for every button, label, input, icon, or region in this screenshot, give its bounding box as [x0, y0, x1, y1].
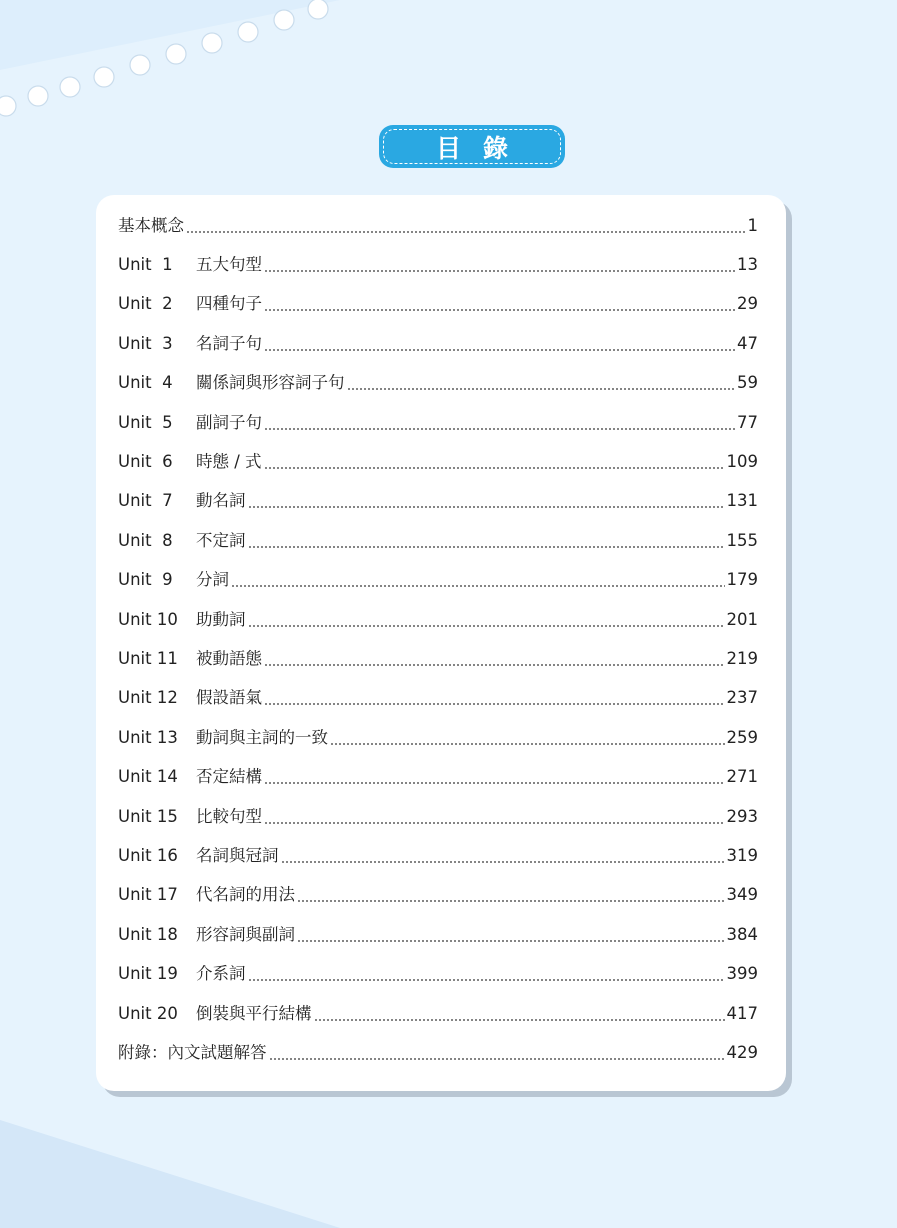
- toc-title-badge: [379, 125, 565, 168]
- toc-entry[interactable]: [118, 1033, 758, 1072]
- toc-entry-unit: Unit 2: [118, 294, 173, 314]
- toc-entry[interactable]: [118, 797, 758, 836]
- toc-entry-page-number: 237: [726, 688, 758, 708]
- toc-entry[interactable]: [118, 364, 758, 403]
- toc-entry-unit: Unit 11: [118, 648, 178, 668]
- toc-entry-title: 被動語態: [196, 648, 262, 668]
- toc-entry-leader-dots: [264, 413, 735, 433]
- toc-entry-page-number: 417: [726, 1003, 758, 1023]
- toc-entry-page-number: 29: [737, 294, 758, 314]
- toc-entry-unit: Unit 4: [118, 373, 173, 393]
- toc-entry[interactable]: [118, 679, 758, 718]
- toc-entry-title: 基本概念: [118, 215, 184, 235]
- toc-entry-title: 助動詞: [196, 609, 246, 629]
- toc-entry-title: 四種句子: [196, 294, 262, 314]
- toc-entry-title: 名詞與冠詞: [196, 845, 279, 865]
- toc-entry-title: 分詞: [196, 570, 229, 590]
- toc-entry[interactable]: [118, 324, 758, 363]
- toc-entry-unit: Unit 6: [118, 452, 173, 472]
- page-title: 目錄: [435, 133, 530, 163]
- toc-entry[interactable]: [118, 836, 758, 875]
- toc-entry-leader-dots: [186, 216, 746, 236]
- toc-entry-title: 形容詞與副詞: [196, 924, 295, 944]
- toc-entry-page-number: 399: [726, 964, 758, 984]
- toc-entry-title: 五大句型: [196, 255, 262, 275]
- toc-entry[interactable]: [118, 757, 758, 796]
- toc-entry[interactable]: [118, 285, 758, 324]
- toc-entry-page-number: 319: [726, 845, 758, 865]
- toc-entry-leader-dots: [297, 885, 725, 905]
- toc-entry-title: 副詞子句: [196, 412, 262, 432]
- toc-entry-leader-dots: [248, 491, 725, 511]
- toc-entry[interactable]: [118, 876, 758, 915]
- toc-entry-title: 附錄：內文試題解答: [118, 1042, 267, 1062]
- toc-entry-title: 否定結構: [196, 767, 262, 787]
- toc-entry-page-number: 219: [726, 648, 758, 668]
- toc-entry[interactable]: [118, 639, 758, 678]
- toc-entry-leader-dots: [264, 807, 725, 827]
- toc-entry-unit: Unit 3: [118, 333, 173, 353]
- toc-entry-page-number: 13: [737, 255, 758, 275]
- toc-entry-leader-dots: [248, 964, 725, 984]
- toc-entry-page-number: 384: [726, 924, 758, 944]
- toc-entry-title: 動名詞: [196, 491, 246, 511]
- toc-entry-page-number: 259: [726, 727, 758, 747]
- toc-entry-page-number: 429: [726, 1042, 758, 1062]
- toc-entry[interactable]: [118, 561, 758, 600]
- toc-card: [96, 195, 786, 1091]
- toc-entry-unit: Unit 19: [118, 964, 178, 984]
- toc-entry-unit: Unit 13: [118, 727, 178, 747]
- toc-entry-leader-dots: [264, 255, 735, 275]
- toc-entry[interactable]: [118, 442, 758, 481]
- toc-entry-title: 不定詞: [196, 530, 246, 550]
- toc-entry-page-number: 201: [726, 609, 758, 629]
- toc-entry[interactable]: [118, 915, 758, 954]
- toc-entry-leader-dots: [264, 767, 725, 787]
- toc-entry-unit: Unit 18: [118, 924, 178, 944]
- toc-list: [118, 206, 758, 1073]
- toc-entry[interactable]: [118, 403, 758, 442]
- toc-entry-title: 介系詞: [196, 964, 246, 984]
- toc-entry[interactable]: [118, 718, 758, 757]
- toc-entry-leader-dots: [264, 294, 735, 314]
- toc-entry[interactable]: [118, 600, 758, 639]
- toc-entry[interactable]: [118, 521, 758, 560]
- toc-entry-page-number: 47: [737, 333, 758, 353]
- toc-entry-page-number: 349: [726, 885, 758, 905]
- toc-entry-unit: Unit 5: [118, 412, 173, 432]
- toc-entry-title: 倒裝與平行結構: [196, 1003, 312, 1023]
- toc-entry-page-number: 271: [726, 767, 758, 787]
- toc-entry-unit: Unit 7: [118, 491, 173, 511]
- toc-entry-leader-dots: [264, 649, 725, 669]
- toc-entry-page-number: 1: [747, 215, 758, 235]
- toc-entry-leader-dots: [264, 688, 725, 708]
- toc-entry-unit: Unit 1: [118, 255, 173, 275]
- toc-entry-page-number: 179: [726, 570, 758, 590]
- toc-entry-leader-dots: [264, 452, 725, 472]
- toc-entry-title: 關係詞與形容詞子句: [196, 373, 345, 393]
- toc-entry-title: 比較句型: [196, 806, 262, 826]
- toc-entry-unit: Unit 8: [118, 530, 173, 550]
- toc-entry-unit: Unit 17: [118, 885, 178, 905]
- toc-entry-leader-dots: [347, 373, 736, 393]
- toc-entry-title: 假設語氣: [196, 688, 262, 708]
- toc-entry-page-number: 131: [726, 491, 758, 511]
- toc-entry-page-number: 155: [726, 530, 758, 550]
- toc-entry-title: 名詞子句: [196, 333, 262, 353]
- toc-entry-page-number: 293: [726, 806, 758, 826]
- toc-entry-unit: Unit 9: [118, 570, 173, 590]
- toc-entry[interactable]: [118, 482, 758, 521]
- toc-entry[interactable]: [118, 206, 758, 245]
- toc-entry-title: 代名詞的用法: [196, 885, 295, 905]
- toc-entry-unit: Unit 10: [118, 609, 178, 629]
- toc-entry-leader-dots: [264, 334, 735, 354]
- toc-entry-page-number: 77: [737, 412, 758, 432]
- toc-entry-unit: Unit 12: [118, 688, 178, 708]
- toc-entry-leader-dots: [248, 531, 725, 551]
- toc-entry-unit: Unit 20: [118, 1003, 178, 1023]
- toc-entry-page-number: 59: [737, 373, 758, 393]
- toc-entry-leader-dots: [231, 570, 725, 590]
- toc-entry-unit: Unit 16: [118, 845, 178, 865]
- toc-entry[interactable]: [118, 954, 758, 993]
- toc-entry-leader-dots: [314, 1004, 725, 1024]
- toc-entry-title: 時態 / 式: [196, 452, 262, 472]
- toc-entry-unit: Unit 15: [118, 806, 178, 826]
- toc-entry-title: 動詞與主詞的一致: [196, 727, 328, 747]
- toc-entry-leader-dots: [281, 846, 725, 866]
- toc-entry-leader-dots: [248, 610, 725, 630]
- toc-entry-leader-dots: [297, 925, 725, 945]
- toc-entry-unit: Unit 14: [118, 767, 178, 787]
- toc-entry-leader-dots: [269, 1043, 725, 1063]
- toc-entry-page-number: 109: [726, 452, 758, 472]
- toc-entry[interactable]: [118, 994, 758, 1033]
- toc-entry-leader-dots: [330, 728, 725, 748]
- toc-entry[interactable]: [118, 245, 758, 284]
